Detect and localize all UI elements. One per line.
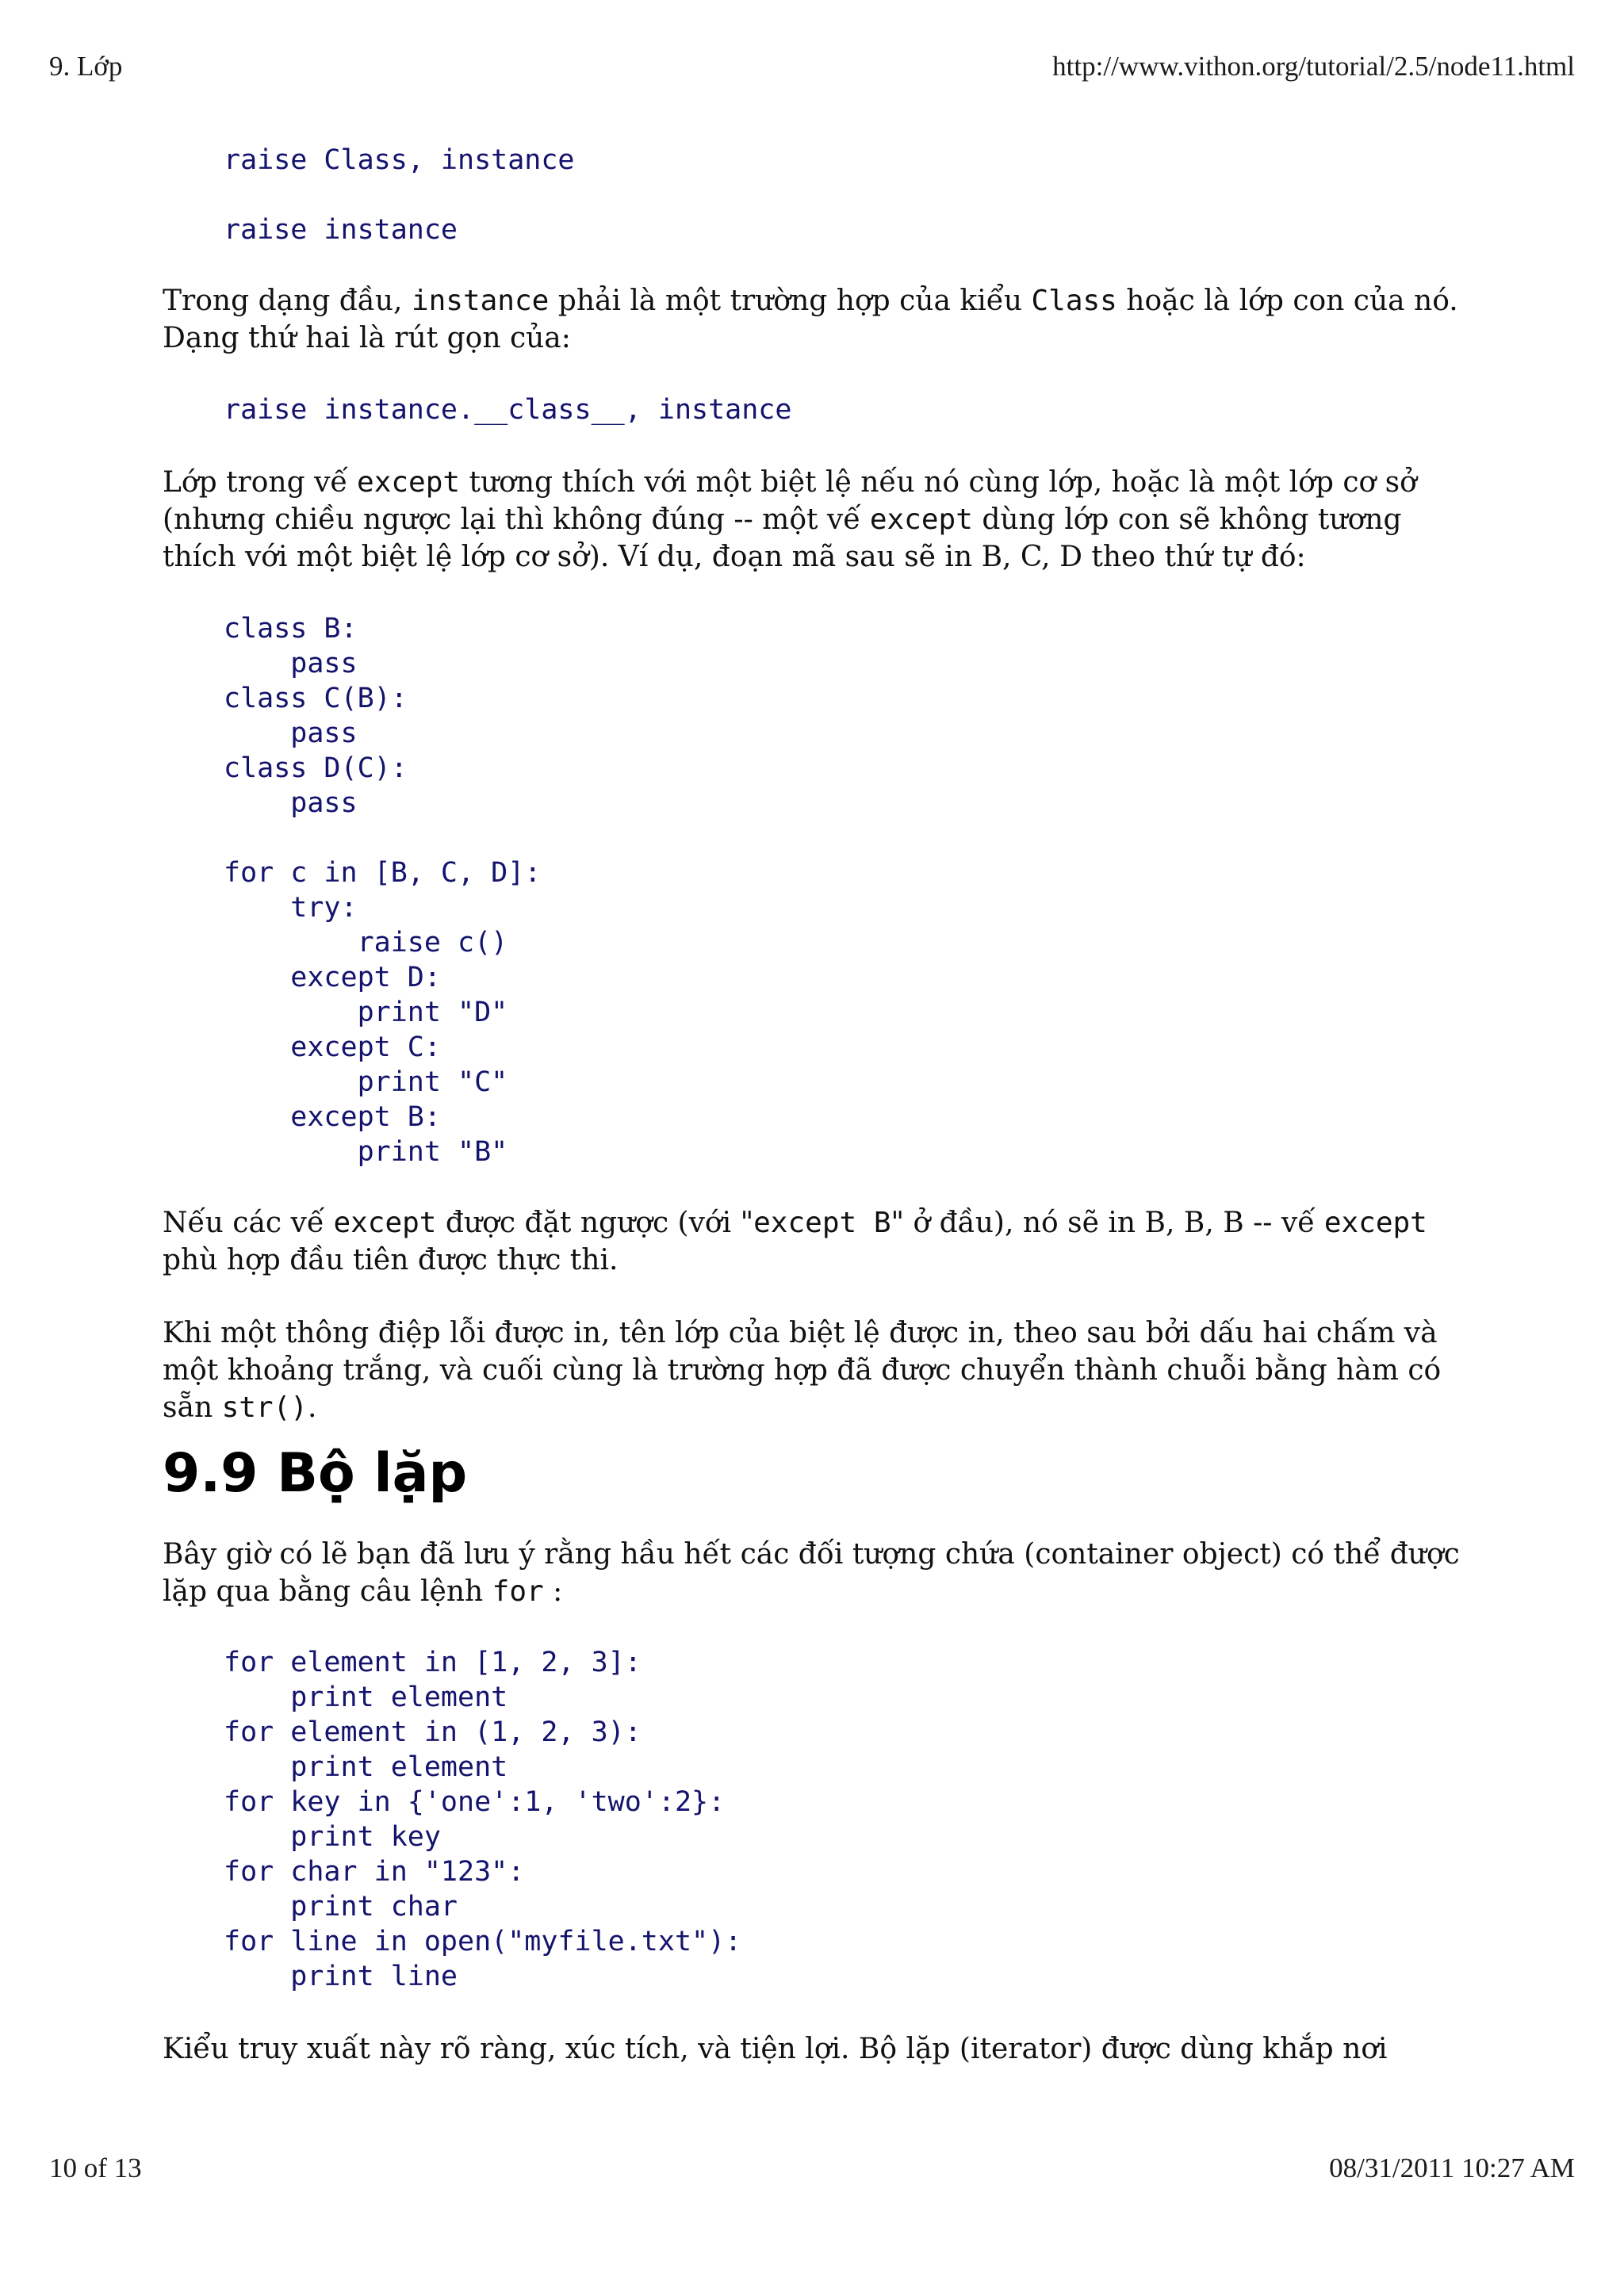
page-footer-page-number: 10 of 13 (49, 2152, 142, 2183)
code-block-raise-shorthand: raise instance.__class__, instance (224, 394, 792, 426)
page-header-title: 9. Lớp (49, 51, 123, 82)
text-run: phù hợp đầu tiên được thực thi. (163, 1244, 619, 1276)
inline-code: for (492, 1575, 544, 1608)
text-run: tương thích với một biệt lệ nếu nó cùng lớp, hoặc là một lớp cơ sở (nhưng chiều ngược lại thì không đúng -- một vế (163, 466, 1417, 536)
inline-code: except B (753, 1207, 891, 1239)
text-run: được đặt ngược (với " (436, 1207, 754, 1239)
paragraph-raise-forms (163, 282, 1463, 357)
code-block-for-loops: for element in [1, 2, 3]: print element for element in (1, 2, 3): print element for key in {'one':1, 'two':2}: print key for char in "123": print char for line in open("myfile.txt"): print line (224, 1647, 742, 1992)
text-run: Trong dạng đầu, (163, 285, 412, 317)
paragraph-iterators-intro (163, 1536, 1463, 1610)
code-block-class-example: class B: pass class C(B): pass class D(C): pass for c in [B, C, D]: try: raise c() except D: print "D" except C: print "C" except B: print "B" (224, 613, 542, 1168)
paragraph-except-order (163, 1204, 1463, 1279)
text-run: Bây giờ có lẽ bạn đã lưu ý rằng hầu hết các đối tượng chứa (container object) có thể được lặp qua bằng câu lệnh (163, 1538, 1460, 1608)
inline-code: except (357, 466, 461, 499)
paragraph-iterators-usage: Kiểu truy xuất này rõ ràng, xúc tích, và tiện lợi. Bộ lặp (iterator) được dùng khắp nơi (163, 2033, 1388, 2065)
text-run: hoặc là lớp con của nó. Dạng thứ hai là rút gọn của: (163, 285, 1458, 354)
text-run: : (543, 1575, 563, 1608)
inline-code: Class (1031, 285, 1117, 317)
inline-code: except (869, 503, 973, 536)
document-content (163, 143, 1463, 2068)
paragraph-error-message (163, 1314, 1463, 1426)
text-run: . (307, 1391, 317, 1424)
text-run: dùng lớp con sẽ không tương thích với một biệt lệ lớp cơ sở). Ví dụ, đoạn mã sau sẽ in B, C, D theo thứ tự đó: (163, 503, 1402, 573)
text-run: Lớp trong vế (163, 466, 358, 499)
text-run: Nếu các vế (163, 1207, 334, 1239)
text-run: " ở đầu), nó sẽ in B, B, B -- vế (891, 1207, 1324, 1239)
text-run: phải là một trường hợp của kiểu (549, 285, 1032, 317)
page-header-url: http://www.vithon.org/tutorial/2.5/node11.html (1052, 51, 1575, 82)
text-run: Khi một thông điệp lỗi được in, tên lớp của biệt lệ được in, theo sau bởi dấu hai chấm và một khoảng trắng, và cuối cùng là trường hợp đã được chuyển thành chuỗi bằng hàm có sẵn (163, 1317, 1442, 1424)
code-block-raise-class: raise Class, instance (224, 144, 575, 176)
inline-code: except (1323, 1207, 1427, 1239)
page-footer-datetime: 08/31/2011 10:27 AM (1329, 2152, 1575, 2183)
inline-code: str() (221, 1391, 308, 1424)
code-block-raise-instance: raise instance (224, 214, 458, 246)
inline-code: except (333, 1207, 437, 1239)
paragraph-except-compat (163, 464, 1463, 576)
inline-code: instance (411, 285, 550, 317)
section-heading: 9.9 Bộ lặp (163, 1442, 468, 1505)
